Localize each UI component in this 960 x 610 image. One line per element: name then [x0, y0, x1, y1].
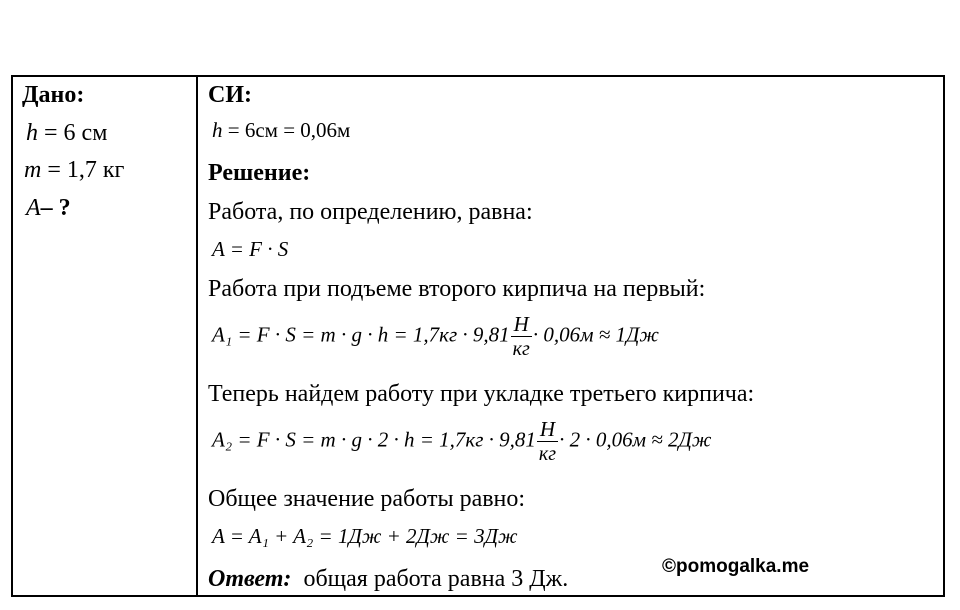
given-m: [24, 158, 124, 182]
given-title: Дано:: [22, 82, 85, 108]
formula-work-third-brick: [212, 418, 711, 465]
answer-label: Ответ:: [208, 566, 292, 592]
answer: [208, 567, 568, 591]
si-h-value: = 6см = 0,06м: [227, 118, 351, 142]
given-m-value: = 1,7 кг: [47, 157, 125, 183]
given-m-var: m: [24, 157, 42, 183]
si-title: СИ:: [208, 82, 252, 108]
solution-line-4: Общее значение работы равно:: [208, 486, 526, 512]
watermark: ©pomogalka.me: [662, 556, 810, 577]
formula-work-definition: A = F · S: [212, 237, 289, 261]
formula-3-numerator: Н: [537, 418, 558, 442]
formula-work-second-brick: [212, 313, 659, 360]
solution-line-1: Работа, по определению, равна:: [208, 199, 533, 225]
column-divider: [196, 75, 198, 597]
si-h: [212, 120, 350, 141]
formula-3-left: A₂ = F · S = m · g · 2 · h = 1,7кг · 9,81: [212, 427, 536, 452]
solution-line-2: Работа при подъеме второго кирпича на первый:: [208, 276, 706, 302]
given-find-question: – ?: [40, 195, 71, 221]
formula-3-fraction: [537, 418, 558, 465]
solution-title: Решение:: [208, 160, 311, 186]
si-h-var: h: [212, 118, 223, 142]
given-h: [26, 121, 107, 145]
given-find: [26, 196, 71, 220]
formula-3-right: · 2 · 0,06м ≈ 2Дж: [559, 427, 712, 452]
formula-3-denominator: кг: [538, 443, 557, 466]
formula-2-right: · 0,06м ≈ 1Дж: [532, 322, 659, 347]
answer-text: общая работа равна 3 Дж.: [303, 566, 569, 592]
formula-2-fraction: [511, 313, 532, 360]
formula-2-numerator: Н: [511, 313, 532, 337]
formula-total-work: A = A₁ + A₂ = 1Дж + 2Дж = 3Дж: [212, 524, 518, 548]
solution-line-3: Теперь найдем работу при укладке третьего кирпича:: [208, 381, 755, 407]
formula-2-denominator: кг: [512, 338, 530, 361]
formula-2-left: A₁ = F · S = m · g · h = 1,7кг · 9,81: [212, 322, 510, 347]
given-h-var: h: [26, 120, 38, 146]
given-h-value: = 6 см: [44, 120, 108, 146]
given-find-var: A: [26, 195, 41, 221]
